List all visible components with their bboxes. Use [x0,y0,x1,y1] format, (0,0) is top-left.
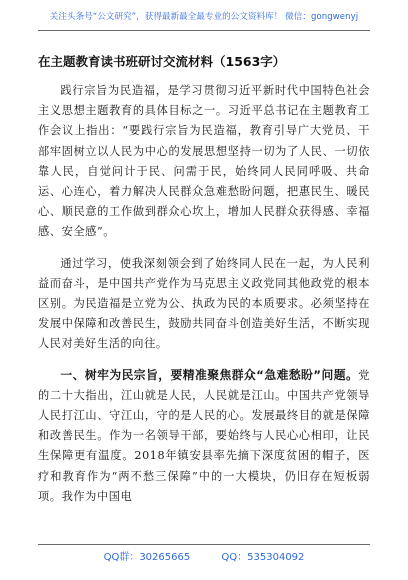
footer-qq-group: QQ群：30265665 [103,552,191,563]
paragraph-lead: 一、树牢为民宗旨，要精准聚焦群众“急难愁盼”问题。 [60,367,359,382]
paragraph-text: 践行宗旨为民造福，是学习贯彻习近平新时代中国特色社会主义思想主题教育的具体目标之一。习近平总书记在主题教育工作会议上指出：“要践行宗旨为民造福，教育引导广大党员、干部牢固树立以人民为中心的发展思想坚持一切为了人民、一切依靠人民，自觉问计于民、问需于民，始终同人民同呼吸、共命运、心连心，着力解决人民群众急难愁盼问题，把惠民生、暖民心、顺民意的工作做到群众心坎上，增加人民群众获得感、幸福感、安全感”。 [38,84,370,239]
header-divider [38,30,370,31]
document-body [38,80,370,517]
footer-divider [38,544,370,545]
document-title: 在主题教育读书班研讨交流材料（1563字） [38,54,286,69]
paragraph-2 [38,253,370,355]
paragraph-text: 党的二十大指出，江山就是人民，人民就是江山。中国共产党领导人民打江山、守江山，守的是人民的心。发展最终目的就是保障和改善民生。作为一名领导干部，要始终与人民心心相印，让民生保障更有温度。2018年镇安县率先摘下深度贫困的帽子，医疗和教育作为“两不愁三保障”中的一大模块，仍旧存在短板弱项。我作为中国电 [38,368,370,503]
footer [0,548,408,563]
header-banner: 关注头条号“公文研究”，获得最新最全最专业的公文资料库！ 微信：gongwenyj [49,12,359,22]
paragraph-text: 通过学习，使我深刻领会到了始终同人民在一起，为人民利益而奋斗，是中国共产党作为马克思主义政党同其他政党的根本区别。为民造福是立党为公、执政为民的本质要求。必须坚持在发展中保障和改善民生，鼓励共同奋斗创造美好生活，不断实现人民对美好生活的向往。 [38,256,370,351]
footer-qq: QQ：535304092 [221,552,305,563]
paragraph-3 [38,365,370,507]
paragraph-1 [38,80,370,243]
